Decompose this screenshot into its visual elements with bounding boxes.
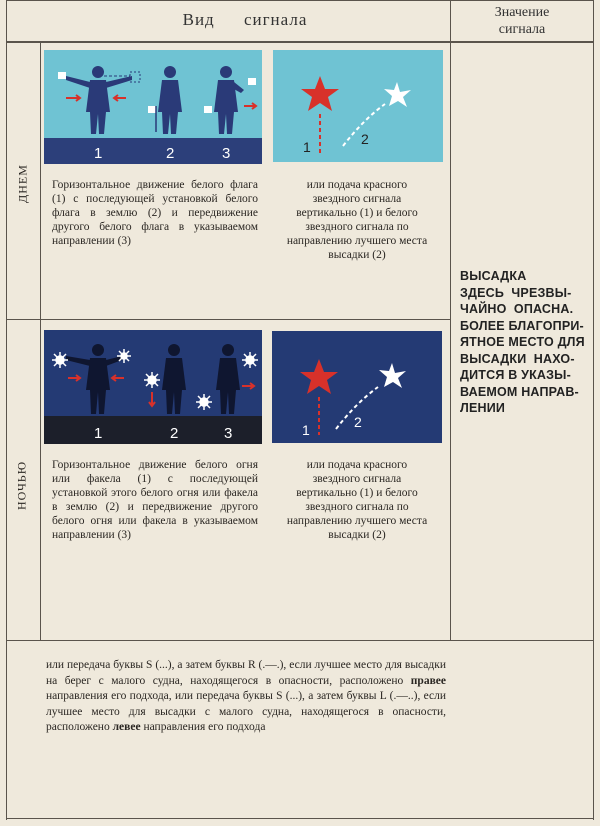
night-lights-num-1: 1 bbox=[94, 425, 103, 442]
day-star-illustration bbox=[273, 50, 443, 162]
day-flags-num-2: 2 bbox=[166, 145, 175, 162]
day-star-num-1: 1 bbox=[303, 139, 311, 155]
day-star-num-2: 2 bbox=[361, 131, 369, 147]
table-border-left bbox=[6, 0, 7, 820]
night-star-num-1: 1 bbox=[302, 422, 310, 438]
night-lights-num-2: 2 bbox=[170, 425, 179, 442]
header-separator bbox=[6, 41, 594, 43]
night-lights-num-3: 3 bbox=[224, 425, 233, 442]
morse-alternative-paragraph bbox=[46, 658, 446, 736]
table-border-top bbox=[6, 0, 594, 1]
night-lights-description: Горизонтальное движение белого огня или факела (1) с последующей установкой этого белого огня или факела в землю (2) и передвижение другого белого огня или факела в указываемом направлении (3) bbox=[52, 459, 258, 541]
signal-meaning-text: ВЫСАДКА ЗДЕСЬ ЧРЕЗВЫ- ЧАЙНО ОПАСНА. БОЛЕЕ БЛАГОПРИ- ЯТНОЕ МЕСТО ДЛЯ ВЫСАДКИ НАХО- ДИТСЯ В УКАЗЫ- ВАЕМОМ НАПРАВ- ЛЕНИИ bbox=[460, 269, 585, 415]
morse-text-part2: направления его подхода, или передача буквы S (...), а затем буквы L (.—..), если лучшее место для высадки с малого судна, находящегося в опасности, расположено bbox=[46, 690, 446, 733]
signal-type-header: Вид сигнала bbox=[182, 10, 308, 29]
day-flags-illustration bbox=[44, 50, 262, 164]
morse-text-right-bold: правее bbox=[410, 674, 446, 687]
night-star-num-2: 2 bbox=[354, 414, 362, 430]
morse-text-part3: направления его подхода bbox=[140, 721, 266, 733]
white-flag-3b bbox=[204, 106, 212, 113]
day-star-sky bbox=[273, 50, 443, 162]
day-flags-description: Горизонтальное движение белого флага (1) с последующей установкой белого флага в землю (2) и передвижение другого белого флага в указываемом направлении (3) bbox=[52, 179, 258, 247]
night-lights-illustration bbox=[44, 330, 262, 444]
night-star-illustration bbox=[272, 331, 442, 443]
night-row-label: НОЧЬЮ bbox=[14, 460, 29, 511]
day-row-label: ДНЕМ bbox=[15, 164, 30, 203]
row-separator bbox=[6, 319, 451, 320]
white-flag-1 bbox=[58, 72, 66, 79]
white-flag-3a bbox=[248, 78, 256, 85]
signal-meaning-header-line1: Значение bbox=[494, 5, 550, 20]
day-flags-num-1: 1 bbox=[94, 145, 103, 162]
night-star-description: или подача красного звездного сигнала вертикально (1) и белого звездного сигнала по направлению лучшего места высадки (2) bbox=[286, 459, 428, 541]
table-border-bottom bbox=[6, 818, 594, 819]
bottom-separator bbox=[6, 640, 594, 641]
column-separator bbox=[450, 0, 451, 640]
table-border-right bbox=[593, 0, 594, 820]
day-star-description: или подача красного звездного сигнала вертикально (1) и белого звездного сигнала по направлению лучшего места высадки (2) bbox=[286, 179, 428, 261]
signal-meaning-header-line2: сигнала bbox=[498, 22, 546, 37]
morse-text-part1: или передача буквы S (...), а затем буквы R (.—.), если лучшее место для высадки на берег с малого судна, находящегося в опасности, расположено bbox=[46, 659, 446, 687]
label-column-separator bbox=[40, 42, 41, 640]
signal-meaning-header bbox=[452, 4, 592, 38]
morse-text-left-bold: левее bbox=[112, 721, 141, 733]
day-flags-num-3: 3 bbox=[222, 145, 231, 162]
white-flag-2 bbox=[148, 106, 156, 113]
